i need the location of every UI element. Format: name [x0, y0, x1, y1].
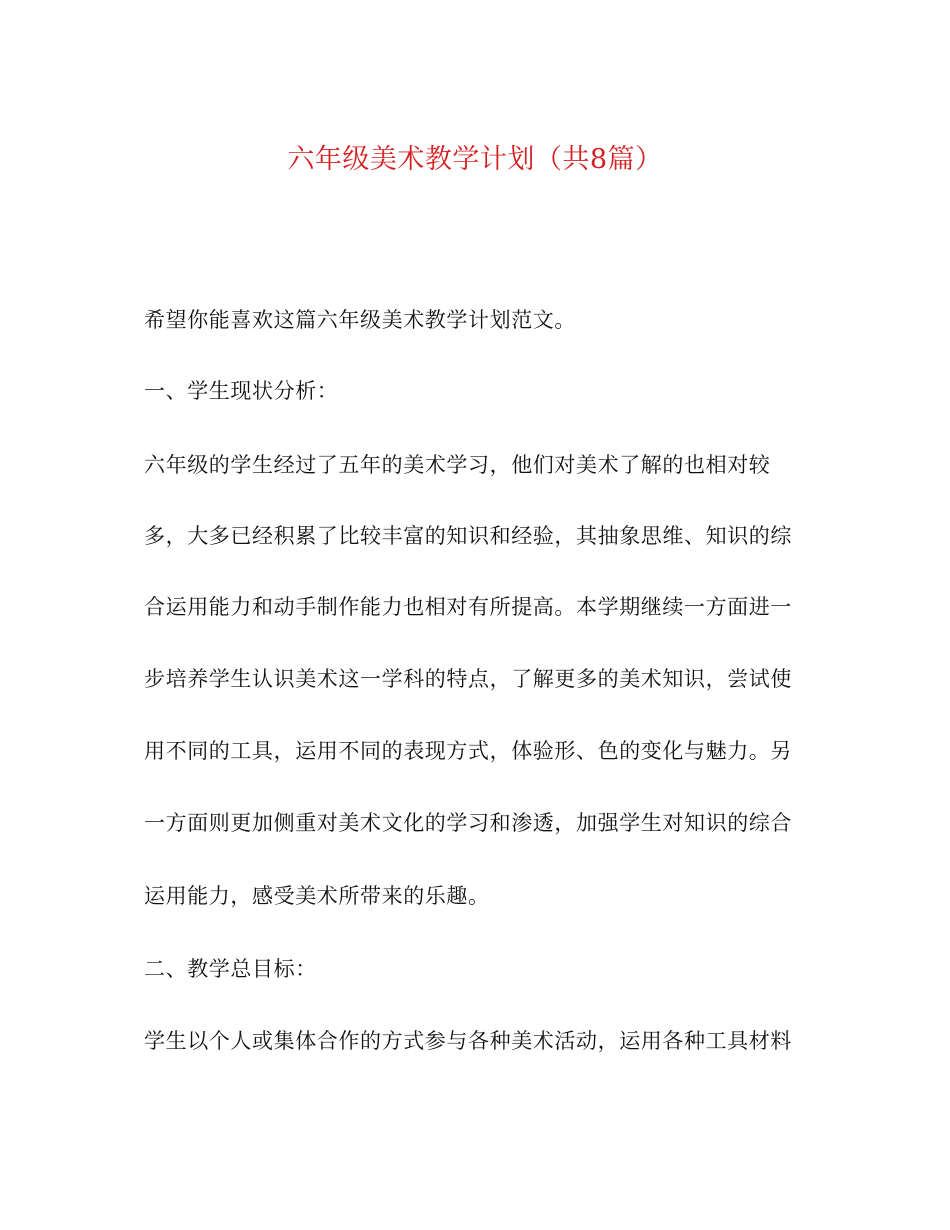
paragraph-line: 用不同的工具，运用不同的表现方式，体验形、色的变化与魅力。另 — [144, 739, 792, 763]
section-heading-student-analysis: 一、学生现状分析： — [144, 379, 339, 403]
paragraph-line: 合运用能力和动手制作能力也相对有所提高。本学期继续一方面进一 — [144, 595, 792, 619]
section-heading-teaching-goals: 二、教学总目标： — [144, 957, 317, 981]
paragraph-line: 学生以个人或集体合作的方式参与各种美术活动，运用各种工具材料 — [144, 1029, 792, 1053]
document-title: 六年级美术教学计划（共8篇） — [287, 144, 663, 175]
paragraph-line: 多，大多已经积累了比较丰富的知识和经验，其抽象思维、知识的综 — [144, 524, 792, 548]
paragraph-line: 一方面则更加侧重对美术文化的学习和渗透，加强学生对知识的综合 — [144, 811, 792, 835]
intro-line: 希望你能喜欢这篇六年级美术教学计划范文。 — [144, 308, 576, 332]
paragraph-line: 步培养学生认识美术这一学科的特点，了解更多的美术知识，尝试使 — [144, 667, 792, 691]
paragraph-line: 运用能力，感受美术所带来的乐趣。 — [144, 884, 490, 908]
paragraph-line: 六年级的学生经过了五年的美术学习，他们对美术了解的也相对较 — [144, 453, 771, 477]
